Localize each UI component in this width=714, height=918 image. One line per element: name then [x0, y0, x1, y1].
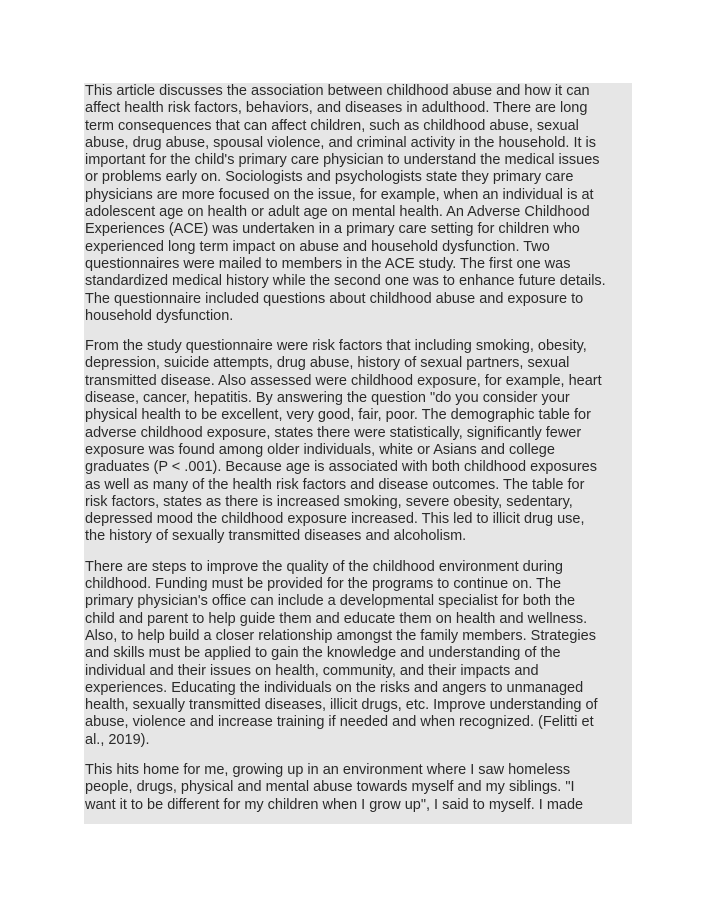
text-line: physical health to be excellent, very good, fair, poor. The demographic table for	[85, 407, 591, 424]
text-line: experienced long term impact on abuse and household dysfunction. Two	[85, 238, 550, 255]
document-body	[84, 83, 632, 824]
text-line: risk factors, states as there is increased smoking, severe obesity, sedentary,	[85, 493, 573, 510]
text-line: as well as many of the health risk factors and disease outcomes. The table for	[85, 476, 585, 493]
paragraph-spacer	[84, 325, 632, 338]
text-line: There are steps to improve the quality of the childhood environment during	[85, 558, 563, 575]
text-line: graduates (P < .001). Because age is associated with both childhood exposures	[85, 459, 597, 476]
text-line: people, drugs, physical and mental abuse towards myself and my siblings. "I	[85, 779, 575, 796]
text-line: disease, cancer, hepatitis. By answering the question "do you consider your	[85, 390, 570, 407]
paragraph-3	[84, 559, 632, 749]
text-line: affect health risk factors, behaviors, and diseases in adulthood. There are long	[85, 100, 588, 117]
text-line: or problems early on. Sociologists and psychologists state they primary care	[85, 169, 574, 186]
text-line: Also, to help build a closer relationship amongst the family members. Strategies	[85, 627, 596, 644]
text-line: standardized medical history while the second one was to enhance future details.	[85, 273, 606, 290]
text-line: abuse, drug abuse, spousal violence, and criminal activity in the household. It is	[85, 134, 597, 151]
text-line: health, sexually transmitted diseases, illicit drugs, etc. Improve understanding of	[85, 697, 598, 714]
text-line: depressed mood the childhood exposure increased. This led to illicit drug use,	[85, 511, 585, 528]
text-line: transmitted disease. Also assessed were childhood exposure, for example, heart	[85, 372, 602, 389]
paragraph-4	[84, 762, 632, 814]
text-line: important for the child's primary care physician to understand the medical issues	[85, 152, 600, 169]
text-line: primary physician's office can include a developmental specialist for both the	[85, 593, 576, 610]
text-line: and skills must be applied to gain the knowledge and understanding of the	[85, 645, 561, 662]
paragraph-2	[84, 338, 632, 546]
text-line: child and parent to help guide them and educate them on health and wellness.	[85, 610, 588, 627]
paragraph-1	[84, 83, 632, 325]
paragraph-spacer	[84, 546, 632, 559]
text-line: term consequences that can affect children, such as childhood abuse, sexual	[85, 117, 579, 134]
text-line: This hits home for me, growing up in an environment where I saw homeless	[85, 761, 571, 778]
text-line: Experiences (ACE) was undertaken in a primary care setting for children who	[85, 221, 580, 238]
text-line: abuse, violence and increase training if needed and when recognized. (Felitti et	[85, 714, 594, 731]
text-line: the history of sexually transmitted diseases and alcoholism.	[85, 528, 467, 545]
text-line: exposure was found among older individuals, white or Asians and college	[85, 441, 555, 458]
text-line: physicians are more focused on the issue, for example, when an individual is at	[85, 186, 594, 203]
text-line: This article discusses the association between childhood abuse and how it can	[85, 83, 590, 99]
text-line: adolescent age on health or adult age on mental health. An Adverse Childhood	[85, 204, 590, 221]
text-line: questionnaires were mailed to members in the ACE study. The first one was	[85, 255, 571, 272]
text-line: al., 2019).	[85, 731, 150, 748]
text-line: want it to be different for my children when I grow up", I said to myself. I made	[85, 796, 584, 813]
text-line: depression, suicide attempts, drug abuse, history of sexual partners, sexual	[85, 355, 570, 372]
text-line: adverse childhood exposure, states there were statistically, significantly fewer	[85, 424, 582, 441]
paragraph-spacer	[84, 749, 632, 762]
text-line: individual and their issues on health, community, and their impacts and	[85, 662, 539, 679]
text-line: The questionnaire included questions about childhood abuse and exposure to	[85, 290, 584, 307]
text-line: From the study questionnaire were risk factors that including smoking, obesity,	[85, 338, 587, 355]
text-line: household dysfunction.	[85, 307, 234, 324]
text-line: experiences. Educating the individuals on the risks and angers to unmanaged	[85, 679, 584, 696]
text-line: childhood. Funding must be provided for the programs to continue on. The	[85, 576, 562, 593]
